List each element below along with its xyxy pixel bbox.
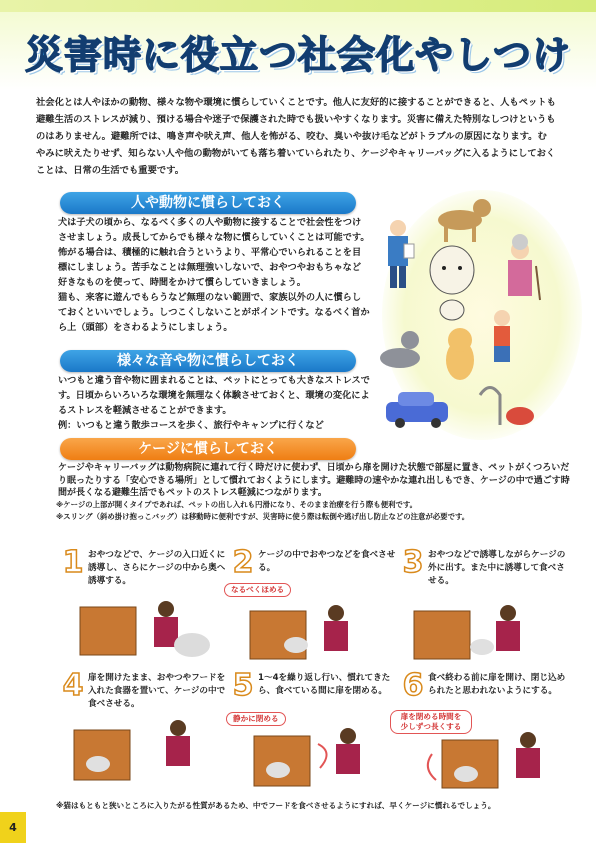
orange-cat-icon xyxy=(446,328,474,380)
section-heading-cage: ケージに慣らしておく xyxy=(60,438,356,460)
step-text: おやつなどで誘導しながらケージの外に出す。また中に誘導して食べさせる。 xyxy=(428,550,566,586)
step-card-1 xyxy=(60,545,232,671)
step-tag-praise: なるべくほめる xyxy=(224,583,291,597)
cage-notes xyxy=(56,499,576,523)
running-child-icon xyxy=(494,310,510,362)
section-body-cage: ケージやキャリーバッグは動物病院に連れて行く時だけに使わず、日頃から扉を開けた状態で部屋に置き、ペットがくつろいだり眠ったりする「安心できる場所」として慣れておくようにします。避難時の速やかな連れ出しもでき、ケージの中で過ごす時間が長くなる避難生活でもペットのストレス軽減につながります。 xyxy=(58,463,570,498)
people-animals-illustration xyxy=(380,190,590,440)
step-5-illustration xyxy=(248,728,398,794)
step-card-4 xyxy=(60,668,232,794)
step-card-5 xyxy=(230,668,402,794)
step-card-2 xyxy=(230,545,402,671)
step-card-6 xyxy=(400,668,572,794)
step-6-illustration xyxy=(412,734,562,794)
close-arrow-icon xyxy=(318,744,327,768)
step-text: ケージの中でおやつなどを食べさせる。 xyxy=(258,550,396,573)
step-text: 食べ終わる前に扉を開け、閉じ込められたと思われないようにする。 xyxy=(428,673,566,696)
step-number: 4 xyxy=(62,668,84,703)
white-dog-icon xyxy=(430,246,474,320)
step-card-3 xyxy=(400,545,572,671)
step-text: おやつなどで、ケージの入口近くに誘導し、さらにケージの中から奥へ誘導する。 xyxy=(88,550,226,586)
section-heading-sounds-objects: 様々な音や物に慣らしておく xyxy=(60,350,356,372)
step-number: 6 xyxy=(402,668,424,703)
cat-footnote: ※猫はもともと狭いところに入りたがる性質があるため、中でフードを食べさせるようにすれば、早くケージに慣れるでしょう。 xyxy=(56,801,496,810)
intro-text: 社会化とは人やほかの動物、様々な物や環境に慣らしていくことです。他人に友好的に接することができると、人もペットも避難生活のストレスが減り、預ける場合や迷子で保護された時でも扱いやすくなります。災害に備えた特別なしつけというものはありません。避難所では、鳴き声や吠え声、他人を怖がる、咬む、臭いや抜け毛などがトラブルの原因になります。むやみに吠えたりせず、知らない人や他の動物がいても落ち着いていられたり、ケージやキャリーバッグに入るようにしておくことは、日常の生活でも重要です。 xyxy=(36,97,556,176)
step-number: 5 xyxy=(232,668,254,703)
vacuum-cleaner-icon xyxy=(480,388,534,426)
step-4-illustration xyxy=(68,716,218,792)
open-arrow-icon xyxy=(428,754,436,780)
section-heading-people-animals: 人や動物に慣らしておく xyxy=(60,192,356,214)
cage-note-2: ※スリング（斜め掛け抱っこバッグ）は移動時に便利ですが、災害時に使う際は転倒や逃げ出し防止などの注意が必要です。 xyxy=(56,512,470,521)
brown-dog-icon xyxy=(438,199,491,242)
section-body-people-animals: 犬は子犬の頃から、なるべく多くの人や動物に接することで社会性をつけさせましょう。成長してからでも様々な物に慣らしていくことは可能です。怖がる場合は、積極的に触れ合うというより、平常心でいられることを目標にしましょう。苦手なことは無理強いしないで、おやつやおもちゃなど好きなものを使って、時間をかけて慣らしていきましょう。 猫も、来客に遊んでもらうなど無理のない範囲で、家族以外の人に慣らしておくといいでしょう。しつこくしないことがポイントです。なるべく首から上（頭部）をさわるようにしましょう。 xyxy=(58,217,370,333)
gray-cat-icon xyxy=(380,331,420,368)
step-text: 扉を開けたまま、おやつやフードを入れた食器を置いて、ケージの中で食べさせる。 xyxy=(88,673,226,709)
step-number: 1 xyxy=(62,545,84,580)
page-title: 災害時に役立つ社会化やしつけ xyxy=(24,33,571,77)
step-text: 1～4を繰り返し行い、慣れてきたら、食べている間に扉を閉める。 xyxy=(258,673,391,696)
step-3-illustration xyxy=(408,601,568,671)
step-number: 3 xyxy=(402,545,424,580)
step-1-illustration xyxy=(74,589,224,669)
step-2-illustration xyxy=(244,601,394,671)
cage-note-1: ※ケージの上部が開くタイプであれば、ペットの出し入れも円滑になり、そのまま治療を行う際も便利です。 xyxy=(56,500,418,509)
old-woman-icon xyxy=(508,234,540,300)
delivery-man-icon xyxy=(388,220,414,288)
top-accent-bar xyxy=(0,0,596,12)
step-tag-longer-time: 扉を閉める時間を少しずつ長くする xyxy=(390,710,472,734)
car-icon xyxy=(386,392,448,428)
step-tag-close-quietly: 静かに閉める xyxy=(226,712,286,726)
page-number: 4 xyxy=(0,812,26,843)
section-body-sounds-objects: いつもと違う音や物に囲まれることは、ペットにとっても大きなストレスです。日頃からいろいろな環境を無理なく体験させておくと、環境の変化によるストレスを軽減させることができます。 例：いつもと違う散歩コースを歩く、旅行やキャンプに行くなど xyxy=(58,375,370,431)
step-number: 2 xyxy=(232,545,254,580)
